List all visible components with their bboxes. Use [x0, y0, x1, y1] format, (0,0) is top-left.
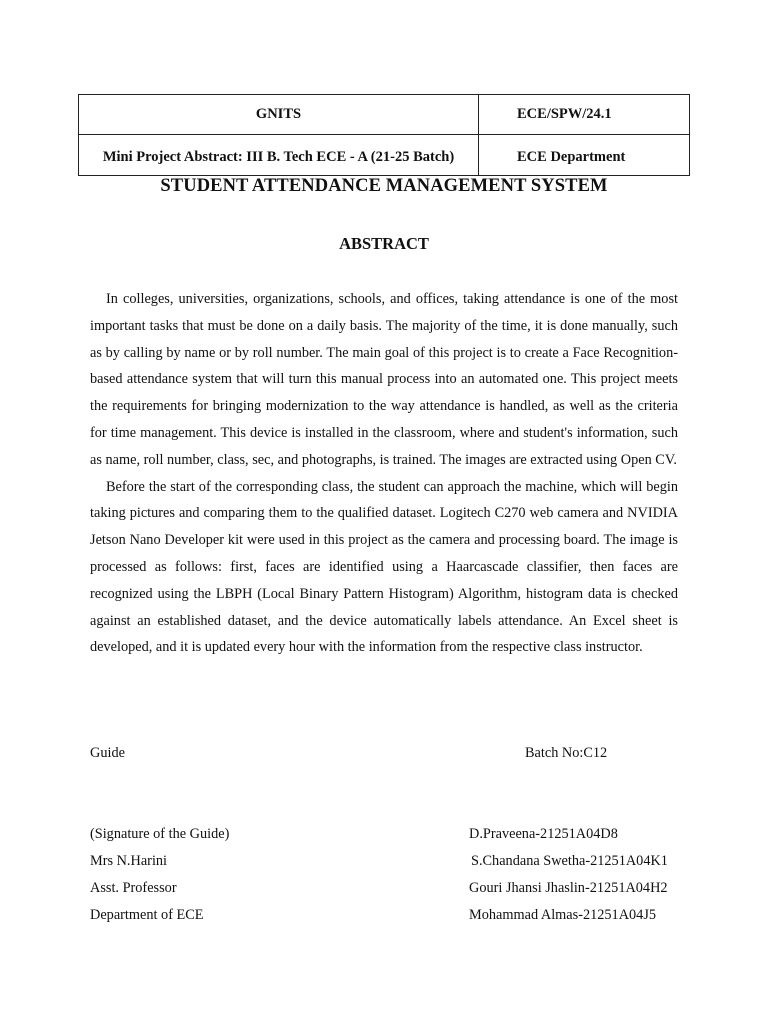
guide-name: Mrs N.Harini	[90, 853, 168, 869]
course-line: Mini Project Abstract: III B. Tech ECE - A (21-25 Batch)	[79, 135, 479, 176]
batch-member: D.Praveena-21251A04D8	[469, 826, 618, 842]
batch-number: Batch No:C12	[525, 745, 608, 761]
document-code: ECE/SPW/24.1	[479, 95, 690, 135]
abstract-paragraph: In colleges, universities, organizations, schools, and offices, taking attendance is one of the most important tasks that must be done on a daily basis. The majority of the time, it is done manually, such as by calling by name or by roll number. The main goal of this project is to create a Face Recognition-based attendance system that will turn this manual process into an automated one. This project meets the requirements for bringing modernization to the way attendance is handled, as well as the criteria for time management. This device is installed in the classroom, where and student's information, such as name, roll number, class, sec, and photographs, is trained. The images are extracted using Open CV.	[90, 291, 678, 468]
header-row	[79, 95, 690, 135]
guide-signature-label: (Signature of the Guide)	[90, 826, 230, 842]
guide-department: Department of ECE	[90, 907, 204, 923]
batch-member: S.Chandana Swetha-21251A04K1	[471, 853, 668, 869]
document-title: STUDENT ATTENDANCE MANAGEMENT SYSTEM	[160, 176, 608, 196]
department-name: ECE Department	[479, 135, 690, 176]
abstract-paragraph: Before the start of the corresponding class, the student can approach the machine, which will begin taking pictures and comparing them to the qualified dataset. Logitech C270 web camera and NVIDIA Jetson Nano Developer kit were used in this project as the camera and processing board. The image is processed as follows: first, faces are identified using a Haarcascade classifier, then faces are recognized using the LBPH (Local Binary Pattern Histogram) Algorithm, histogram data is checked against an established dataset, and the device automatically labels attendance. An Excel sheet is developed, and it is updated every hour with the information from the respective class instructor.	[90, 478, 678, 656]
batch-member: Mohammad Almas-21251A04J5	[469, 907, 657, 923]
abstract-body	[90, 286, 678, 661]
guide-label: Guide	[90, 745, 125, 761]
batch-member: Gouri Jhansi Jhaslin-21251A04H2	[469, 880, 668, 896]
header-row	[79, 135, 690, 176]
abstract-heading: ABSTRACT	[339, 234, 429, 253]
guide-designation: Asst. Professor	[90, 880, 177, 896]
header-table	[78, 94, 690, 176]
institution-name: GNITS	[79, 95, 479, 135]
